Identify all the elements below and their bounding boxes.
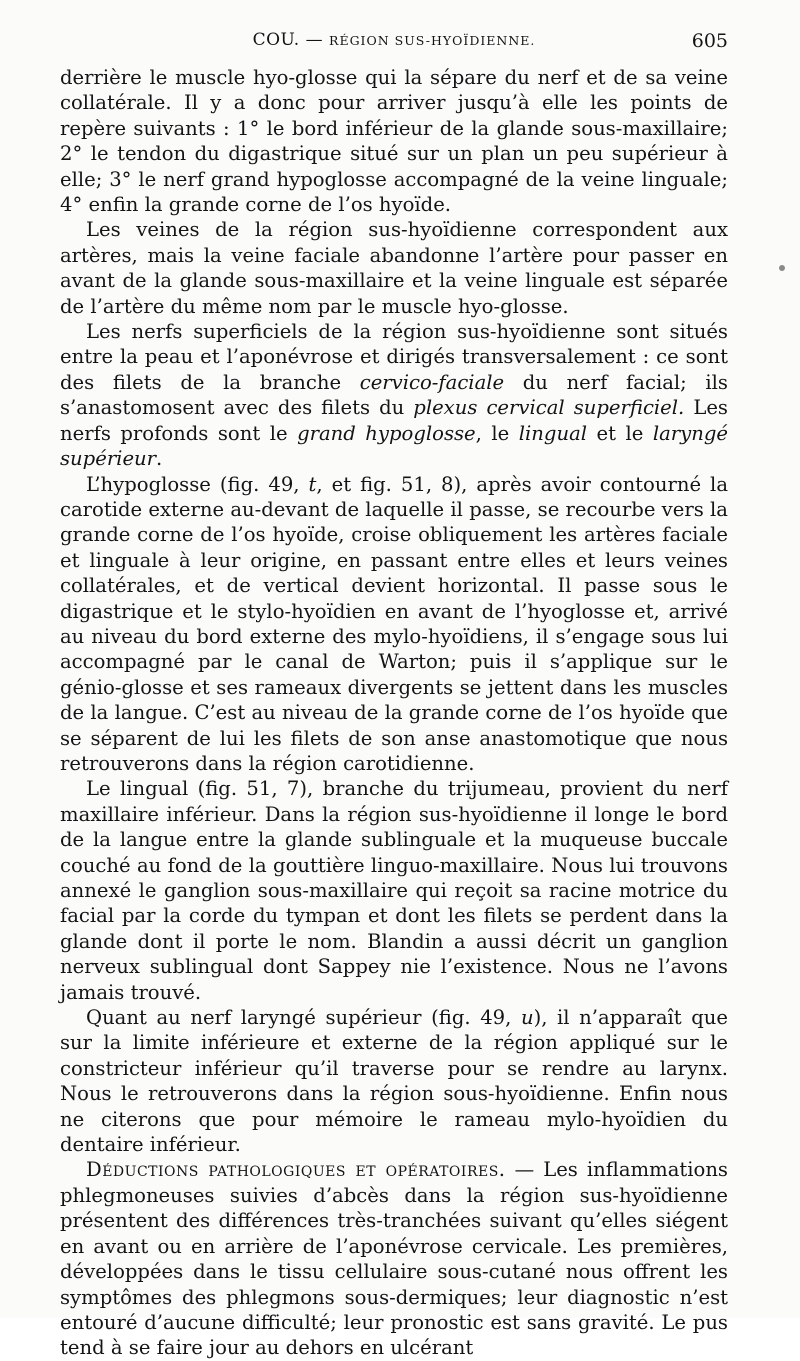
section-heading-déductions: Déductions pathologiques et opératoires. bbox=[86, 1158, 506, 1182]
title-dash: — bbox=[305, 30, 324, 50]
paragraph-nerfs-superficiels: Les nerfs superficiels de la région sus-hyoïdienne sont situés entre la peau et l’aponévrose et dirigés transversalement : ce sont des filets de la branche cervico-faciale du nerf facial; ils s’anastomosent avec des filets du plexus cervical superficiel. Les nerfs profonds sont le grand hypoglosse, le lingual et le laryngé supérieur. bbox=[60, 320, 728, 471]
section-name: COU. bbox=[252, 30, 300, 50]
paragraph-laryngé: Quant au nerf laryngé supérieur (fig. 49, u), il n’apparaît que sur la limite inférieure et externe de la région appliqué sur le constricteur inférieur qu’il traverse pour se rendre au larynx. Nous le retrouverons dans la région sous-hyoïdienne. Enfin nous ne citerons que pour mémoire le rameau mylo-hyoïdien du dentaire inférieur. bbox=[60, 1006, 728, 1157]
figure-ref-u: u bbox=[520, 1006, 534, 1030]
paragraph-déductions: Déductions pathologiques et opératoires. — Les inflammations phlegmoneuses suivies d’abcès dans la région sus-hyoïdienne présentent des différences très-tranchées suivant qu’elles siégent en avant ou en arrière de l’aponévrose cervicale. Les premières, développées dans le tissu cellulaire sous-cutané nous offrent les symptômes des phlegmons sous-dermiques; leur diagnostic n’est entouré d’aucune difficulté; leur pronostic est sans gravité. Le pus tend à se faire jour au dehors en ulcérant bbox=[60, 1158, 728, 1360]
page-number: 605 bbox=[691, 30, 728, 52]
running-title bbox=[60, 30, 728, 50]
paragraph-lingual: Le lingual (fig. 51, 7), branche du trijumeau, provient du nerf maxillaire inférieur. Dans la région sus-hyoïdienne il longe le bord de la langue entre la glande sublinguale et la muqueuse buccale couché au fond de la gouttière linguo-maxillaire. Nous lui trouvons annexé le ganglion sous-maxillaire qui reçoit sa racine motrice du facial par la corde du tympan et dont les filets se perdent dans la glande dont il porte le nom. Blandin a aussi décrit un ganglion nerveux sublingual dont Sappey nie l’existence. Nous ne l’avons jamais trouvé. bbox=[60, 777, 728, 1004]
margin-ink-spot bbox=[779, 265, 785, 271]
term-grand-hypoglosse: grand hypoglosse bbox=[297, 421, 476, 445]
paragraph-continued: derrière le muscle hyo-glosse qui la sépare du nerf et de sa veine collatérale. Il y a donc pour arriver jusqu’à elle les points de repère suivants : 1° le bord inférieur de la glande sous-maxillaire; 2° le tendon du digastrique situé sur un plan un peu supérieur à elle; 3° le nerf grand hypoglosse accompagné de la veine linguale; 4° enfin la grande corne de l’os hyoïde. bbox=[60, 66, 728, 217]
term-plexus-cervical: plexus cervical superficiel. bbox=[413, 396, 685, 420]
term-lingual: lingual bbox=[518, 421, 588, 445]
body-text bbox=[60, 65, 728, 1361]
running-head bbox=[60, 30, 728, 56]
section-subtitle: RÉGION SUS-HYOÏDIENNE. bbox=[329, 33, 536, 48]
term-cervico-faciale: cervico-faciale bbox=[359, 370, 505, 394]
paragraph-hypoglosse: L’hypoglosse (fig. 49, t, et fig. 51, 8), après avoir contourné la carotide externe au-devant de laquelle il passe, se recourbe vers la grande corne de l’os hyoïde, croise obliquement les artères faciale et linguale à leur origine, en passant entre elles et leurs veines collatérales, et de vertical devient horizontal. Il passe sous le digastrique et le stylo-hyoïdien en avant de l’hyoglosse et, arrivé au niveau du bord externe des mylo-hyoïdiens, il s’engage sous lui accompagné par le canal de Warton; puis il s’applique sur le génio-glosse et ses rameaux divergents se jettent dans les muscles de la langue. C’est au niveau de la grande corne de l’os hyoïde que se séparent de lui les filets de son anse anastomotique que nous retrouverons dans la région carotidienne. bbox=[60, 472, 728, 775]
term-laryngé-supérieur: laryngé supérieur bbox=[60, 421, 728, 471]
figure-ref-t: t bbox=[308, 472, 317, 496]
paragraph-veines: Les veines de la région sus-hyoïdienne correspondent aux artères, mais la veine faciale abandonne l’artère pour passer en avant de la glande sous-maxillaire et la veine linguale est séparée de l’artère du même nom par le muscle hyo-glosse. bbox=[60, 218, 728, 318]
